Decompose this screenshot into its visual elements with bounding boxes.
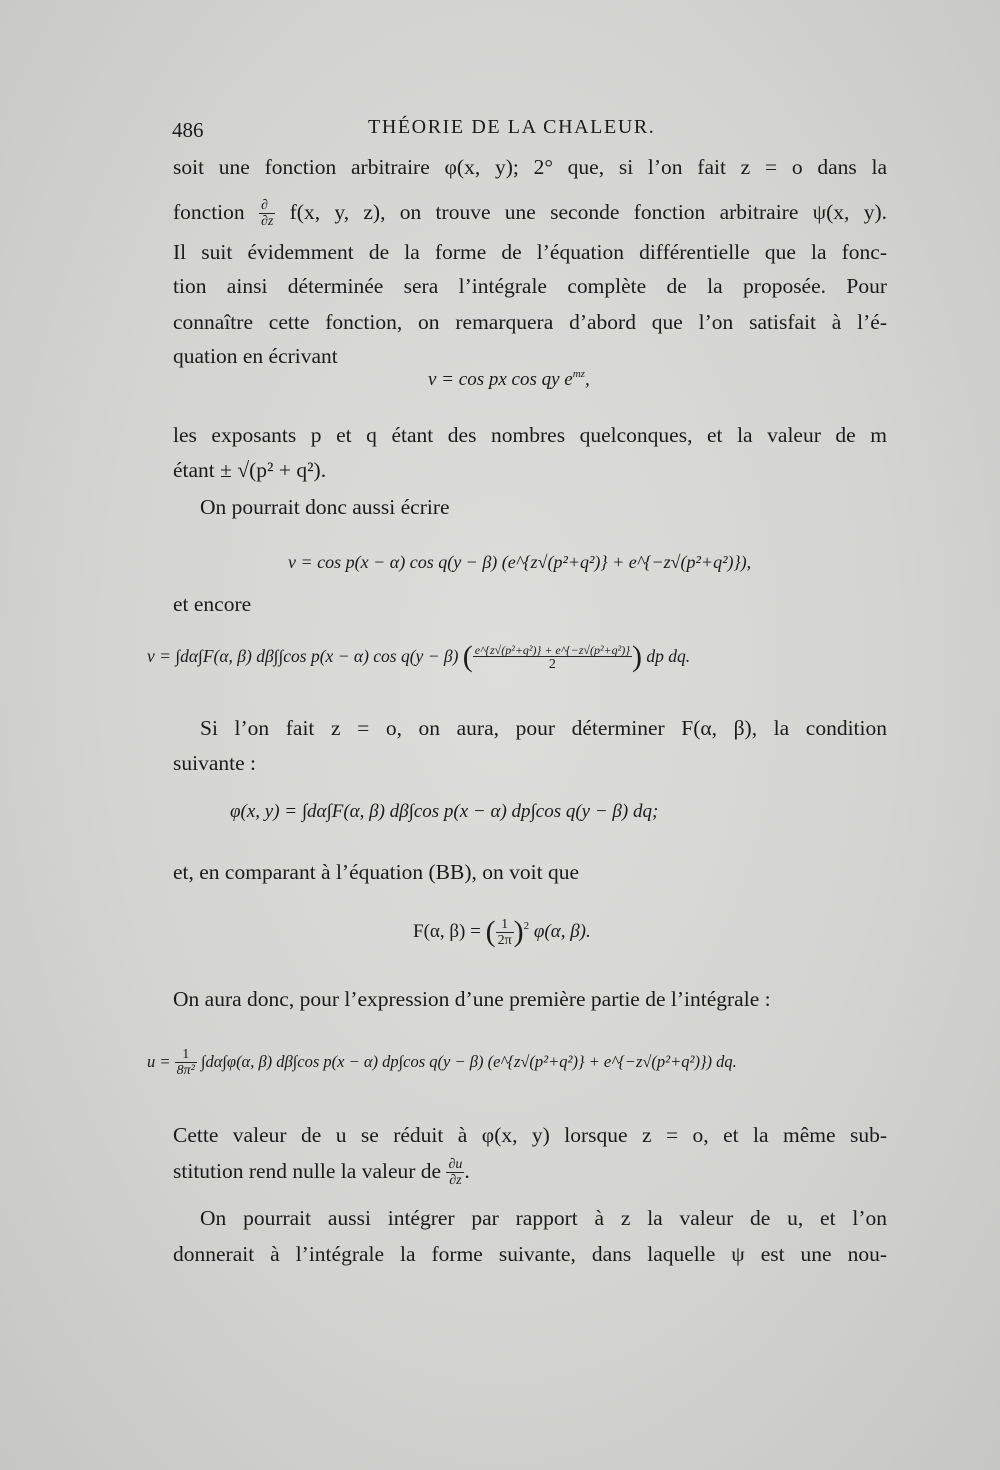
text-line-8: étant ± √(p² + q²). bbox=[173, 458, 327, 482]
equation-6: u = $\frac{1}{\text{8π²}}$ ∫dα∫φ(α, β) dβ∫cos p(x − α) dp∫cos q(y − β) (e^{z√(p²+q²)} + e^{−z√(p²+q²)}) dq. bbox=[147, 1047, 737, 1078]
text-line-2-start: fonction bbox=[173, 199, 245, 224]
text-line-17: On pourrait aussi intégrer par rapport à z la valeur de u, et l’on bbox=[200, 1206, 887, 1230]
text-line-16: stitution rend nulle la valeur de $\frac{\partial u}{\partial z}$ . bbox=[173, 1157, 470, 1188]
text-line-10: et encore bbox=[173, 592, 252, 616]
text-line-2-end: f(x, y, z), on trouve une seconde fonction arbitraire ψ(x, y). bbox=[289, 199, 887, 224]
text-line-4: tion ainsi déterminée sera l’intégrale complète de la proposée. Pour bbox=[173, 274, 887, 298]
du-dz-fraction: $\frac{\partial u}{\partial z}$ bbox=[448, 1157, 463, 1188]
text-line-14: On aura donc, pour l’expression d’une première partie de l’intégrale : bbox=[173, 987, 771, 1011]
partial-derivative-fraction: $\frac{\partial}{\partial z}$ bbox=[260, 198, 274, 229]
equation-2: v = cos p(x − α) cos q(y − β) (e^{z√(p²+q²)} + e^{−z√(p²+q²)}), bbox=[288, 552, 752, 572]
equation-5: F(α, β) = ( $\frac{1}{2\pi}$ )$^2$ φ(α, β). bbox=[413, 915, 591, 948]
text-line-11: Si l’on fait z = o, on aura, pour déterminer F(α, β), la condition bbox=[200, 716, 887, 740]
text-line-9: On pourrait donc aussi écrire bbox=[200, 495, 450, 519]
text-line-12: suivante : bbox=[173, 751, 256, 775]
equation-3: v = ∫dα∫F(α, β) dβ∫∫cos p(x − α) cos q(y − β) ( $\frac{\text{e\textasciicircum{}\{z√(p²+q²)\} + e\textasciicircum{}\{−z√(p²+q²)\}}}{2}$ ) dp dq. bbox=[147, 640, 691, 673]
text-line-7: les exposants p et q étant des nombres quelconques, et la valeur de m bbox=[173, 423, 887, 447]
page-number: 486 bbox=[172, 118, 204, 142]
equation-5-fraction: $\frac{1}{2\pi}$ bbox=[497, 916, 512, 948]
text-line-18: donnerait à l’intégrale la forme suivante, dans laquelle ψ est une nou- bbox=[173, 1242, 887, 1266]
text-line-2 bbox=[173, 199, 887, 229]
text-line-5: connaître cette fonction, on remarquera d’abord que l’on satisfait à l’é- bbox=[173, 310, 887, 334]
running-title: THÉORIE DE LA CHALEUR. bbox=[368, 116, 656, 138]
text-line-13: et, en comparant à l’équation (BB), on voit que bbox=[173, 860, 579, 884]
text-line-1: soit une fonction arbitraire φ(x, y); 2° que, si l’on fait z = o dans la bbox=[173, 155, 887, 179]
text-line-15: Cette valeur de u se réduit à φ(x, y) lorsque z = o, et la même sub- bbox=[173, 1123, 887, 1147]
equation-4: φ(x, y) = ∫dα∫F(α, β) dβ∫cos p(x − α) dp∫cos q(y − β) dq; bbox=[230, 801, 659, 822]
equation-3-fraction: $\frac{\text{e\textasciicircum{}\{z√(p²+q²)\} + e\textasciicircum{}\{−z√(p²+q²)\}}}{2}$ bbox=[474, 642, 631, 672]
equation-1: v = cos px cos qy $e^{mz}$, bbox=[428, 368, 590, 390]
text-line-3: Il suit évidemment de la forme de l’équation différentielle que la fonc- bbox=[173, 240, 887, 264]
text-line-6: quation en écrivant bbox=[173, 344, 338, 368]
equation-6-fraction: $\frac{1}{\text{8π²}}$ bbox=[176, 1047, 195, 1078]
